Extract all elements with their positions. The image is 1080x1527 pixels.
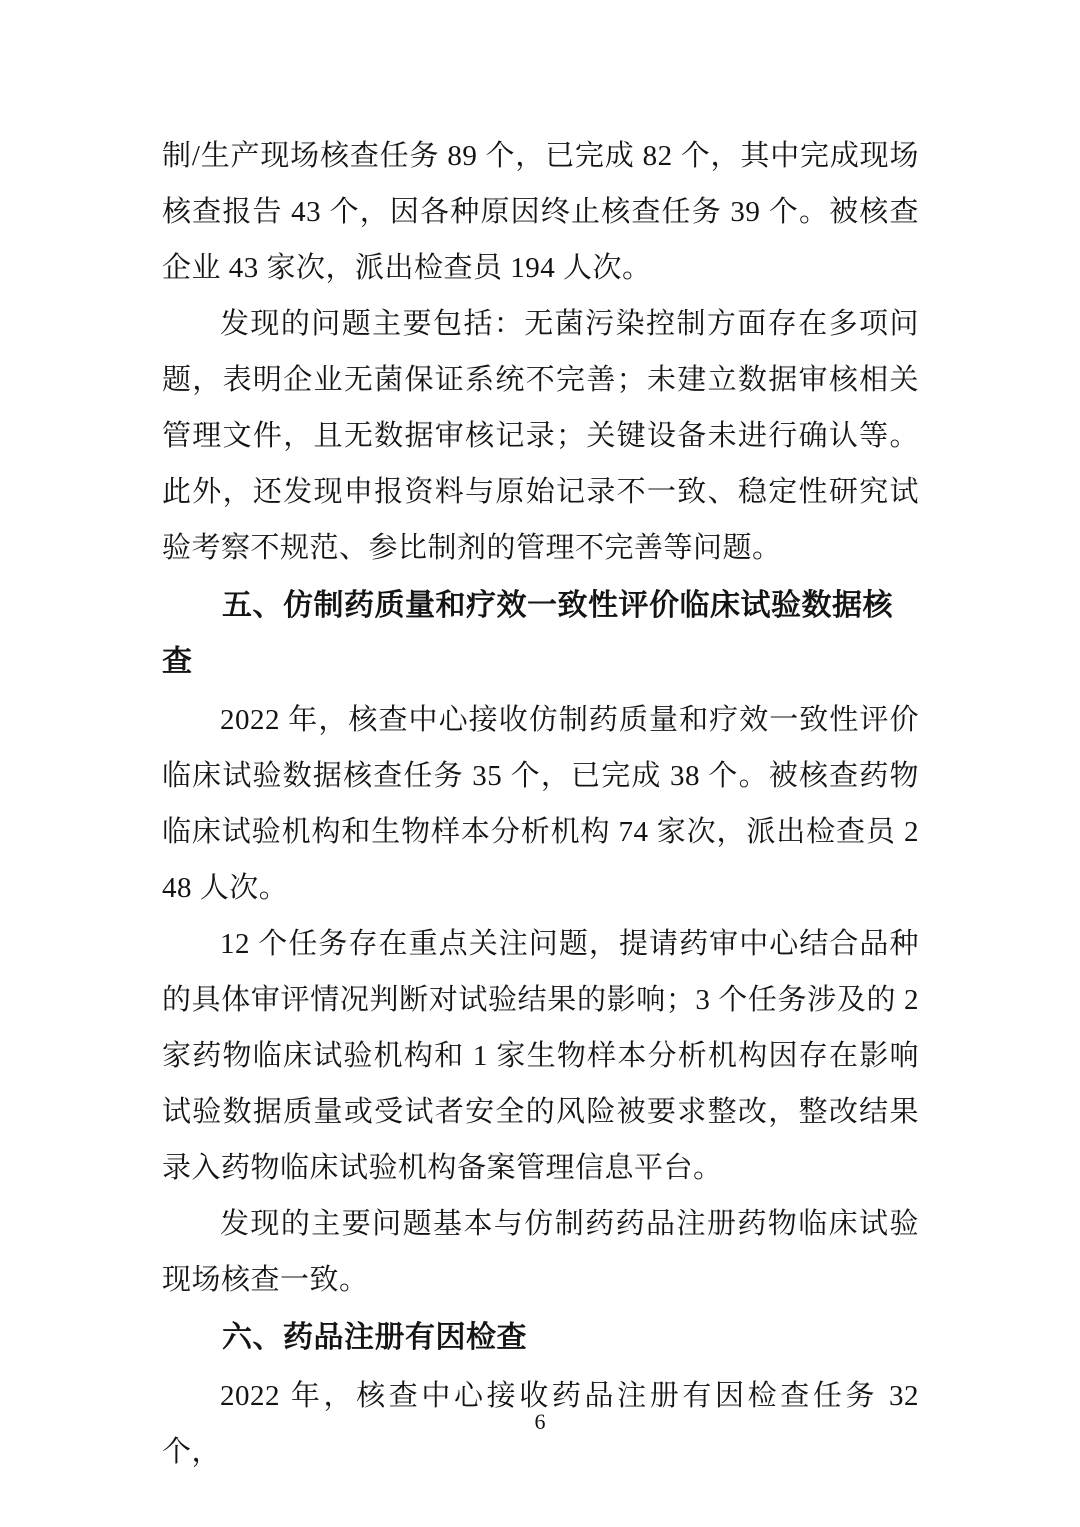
paragraph-section6-intro: 2022 年，核查中心接收药品注册有因检查任务 32 个， xyxy=(162,1380,919,1468)
paragraph-section5-summary: 发现的主要问题基本与仿制药药品注册药物临床试验现场核查一致。 xyxy=(162,1208,919,1296)
paragraph-continuation: 制/生产现场核查任务 89 个，已完成 82 个，其中完成现场核查报告 43 个，因各种原因终止核查任务 39 个。被核查企业 43 家次，派出检查员 194 人次。 xyxy=(162,140,919,284)
paragraph-section5-issues: 12 个任务存在重点关注问题，提请药审中心结合品种的具体审评情况判断对试验结果的影响；3 个任务涉及的 2 家药物临床试验机构和 1 家生物样本分析机构因存在影响试验数据质量或受试者安全的风险被要求整改，整改结果录入药物临床试验机构备案管理信息平台。 xyxy=(162,928,919,1184)
section-heading-6: 六、药品注册有因检查 xyxy=(222,1321,527,1354)
page-number: 6 xyxy=(534,1409,546,1434)
document-body xyxy=(162,128,919,1480)
section-heading-5: 五、仿制药质量和疗效一致性评价临床试验数据核查 xyxy=(162,589,893,678)
paragraph-problems-found: 发现的问题主要包括：无菌污染控制方面存在多项问题，表明企业无菌保证系统不完善；未建立数据审核相关管理文件，且无数据审核记录；关键设备未进行确认等。此外，还发现申报资料与原始记录不一致、稳定性研究试验考察不规范、参比制剂的管理不完善等问题。 xyxy=(162,308,919,564)
paragraph-section5-stats: 2022 年，核查中心接收仿制药质量和疗效一致性评价临床试验数据核查任务 35 个，已完成 38 个。被核查药物临床试验机构和生物样本分析机构 74 家次，派出检查员 248 人次。 xyxy=(162,704,919,904)
